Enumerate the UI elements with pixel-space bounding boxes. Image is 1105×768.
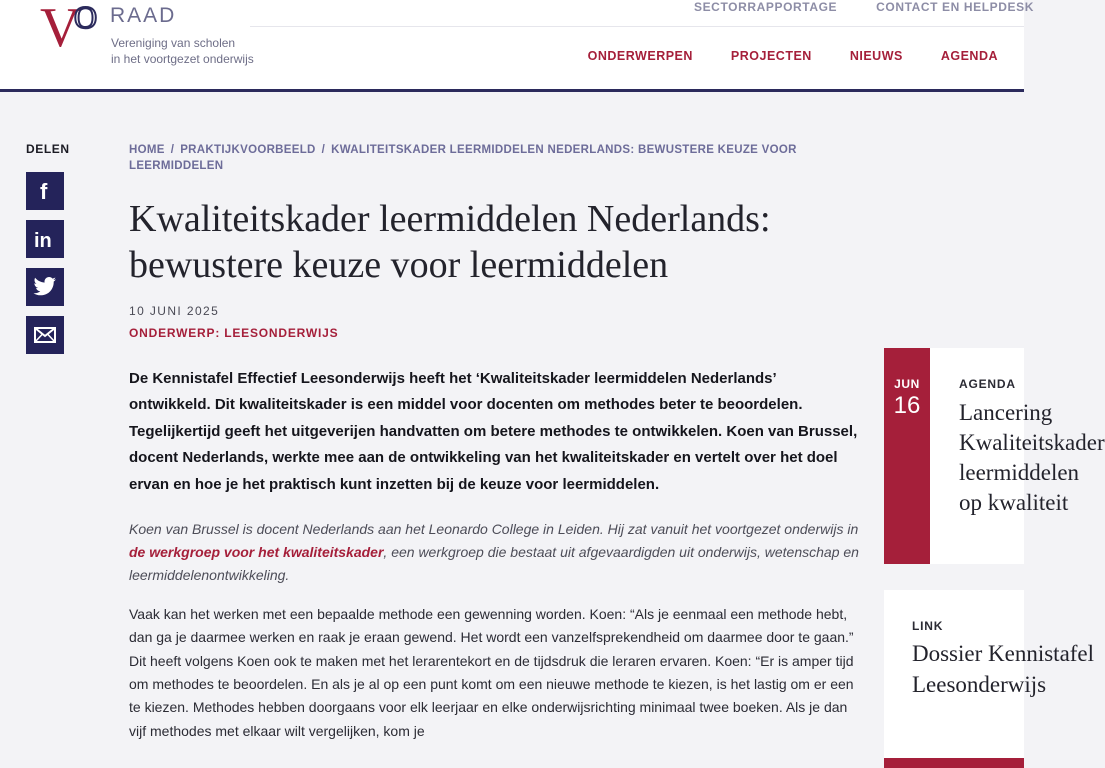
vo-raad-logo[interactable]	[40, 0, 270, 70]
nav-sectorrapportage[interactable]: SECTORRAPPORTAGE	[693, 0, 838, 14]
event-month: JUN	[894, 377, 920, 391]
mail-icon	[34, 327, 56, 343]
facebook-share-button[interactable]	[26, 172, 64, 210]
nav-nieuws[interactable]: NIEUWS	[849, 49, 903, 63]
svg-text:O: O	[74, 0, 98, 35]
breadcrumb-home[interactable]: HOME	[129, 144, 165, 156]
svg-text:V: V	[40, 0, 81, 59]
publish-date: 10 JUNI 2025	[129, 304, 220, 318]
svg-text:f: f	[40, 179, 48, 204]
email-share-button[interactable]	[26, 316, 64, 354]
nav-onderwerpen[interactable]: ONDERWERPEN	[587, 49, 693, 63]
page-title: Kwaliteitskader leermiddelen Nederlands: bewustere keuze voor leermiddelen	[129, 198, 771, 286]
breadcrumb-current[interactable]: KWALITEITSKADER LEERMIDDELEN NEDERLANDS: BEWUSTERE KEUZE VOOR LEERMIDDELEN	[129, 144, 797, 172]
linkedin-icon	[34, 229, 56, 252]
twitter-share-button[interactable]	[26, 268, 64, 306]
link-card[interactable]	[884, 590, 1095, 768]
agenda-card[interactable]	[884, 348, 1105, 564]
header-divider	[250, 26, 1024, 27]
nav-agenda[interactable]: AGENDA	[940, 49, 998, 63]
event-date-block	[884, 348, 930, 564]
article	[129, 142, 869, 743]
nav-contact-helpdesk[interactable]: CONTACT EN HELPDESK	[876, 0, 1034, 14]
facebook-icon	[36, 180, 54, 202]
breadcrumb-praktijkvoorbeeld[interactable]: PRAKTIJKVOORBEELD	[180, 144, 316, 156]
article-lead: De Kennistafel Effectief Leesonderwijs heeft het ‘Kwaliteitskader leermiddelen Nederlands’ ontwikkeld. Dit kwaliteitskader is een middel voor docenten om methodes beter te beoordelen. Tegelijkertijd geeft het uitgeverijen handvatten om betere methodes te ontwikkelen. Koen van Brussel, docent Nederlands, werkte mee aan de ontwikkeling van het kwaliteitskader en vertelt over het doel ervan en hoe je het praktisch kunt inzetten bij de keuze voor leermiddelen.	[129, 370, 858, 493]
next-card-edge	[884, 758, 1024, 768]
event-day: 16	[893, 392, 921, 419]
share-panel	[26, 142, 70, 252]
site-header	[0, 0, 1034, 92]
article-intro: Koen van Brussel is docent Nederlands aan het Leonardo College in Leiden. Hij zat vanuit het voortgezet onderwijs in de werkgroep voor het kwaliteitskader, een werkgroep die bestaat uit afgevaardigden uit onderwijs, wetenschap en leermiddelenontwikkeling.	[129, 521, 859, 584]
event-category: AGENDA	[959, 377, 1016, 391]
utility-nav	[655, 0, 1034, 20]
event-title: Lancering Kwaliteitskader leermiddelen op kwaliteit	[959, 400, 1105, 515]
nav-projecten[interactable]: PROJECTEN	[730, 49, 812, 63]
linkedin-share-button[interactable]	[26, 220, 64, 258]
link-category: LINK	[912, 619, 944, 633]
logo-wordmark: RAAD	[110, 4, 177, 27]
main-nav	[550, 49, 998, 63]
twitter-icon	[33, 277, 57, 297]
link-title: Dossier Kennistafel Leesonderwijs	[912, 641, 1095, 697]
logo-tagline: Vereniging van scholen in het voortgezet onderwijs	[111, 36, 254, 66]
svg-text:in: in	[34, 230, 52, 252]
breadcrumb: HOME / PRAKTIJKVOORBEELD / KWALITEITSKADER LEERMIDDELEN NEDERLANDS: BEWUSTERE KEUZE VOOR LEERMIDDELEN	[129, 144, 797, 172]
share-label: DELEN	[26, 142, 70, 156]
vo-mark-icon	[40, 0, 110, 59]
article-paragraph: Vaak kan het werken met een bepaalde methode een gewenning worden. Koen: “Als je eenmaal een methode hebt, dan ga je daarmee werken en raak je eraan gewend. Het wordt een vanzelfsprekendheid om daarmee door te gaan.” Dit heeft volgens Koen ook te maken met het lerarentekort en de tijdsdruk die leraren ervaren. Koen: “Er is amper tijd om methodes te beoordelen. En als je al op een punt komt om een nieuwe methode te kiezen, is het lastig om er een te kiezen. Methodes hebben doorgaans voor elk leerjaar en elke onderwijsrichting minimaal twee boeken. Als je dan vijf methodes met elkaar wilt vergelijken, kom je	[129, 606, 854, 739]
topic-link[interactable]: ONDERWERP: LEESONDERWIJS	[129, 326, 339, 340]
werkgroep-link[interactable]: de werkgroep voor het kwaliteitskader	[129, 544, 384, 561]
